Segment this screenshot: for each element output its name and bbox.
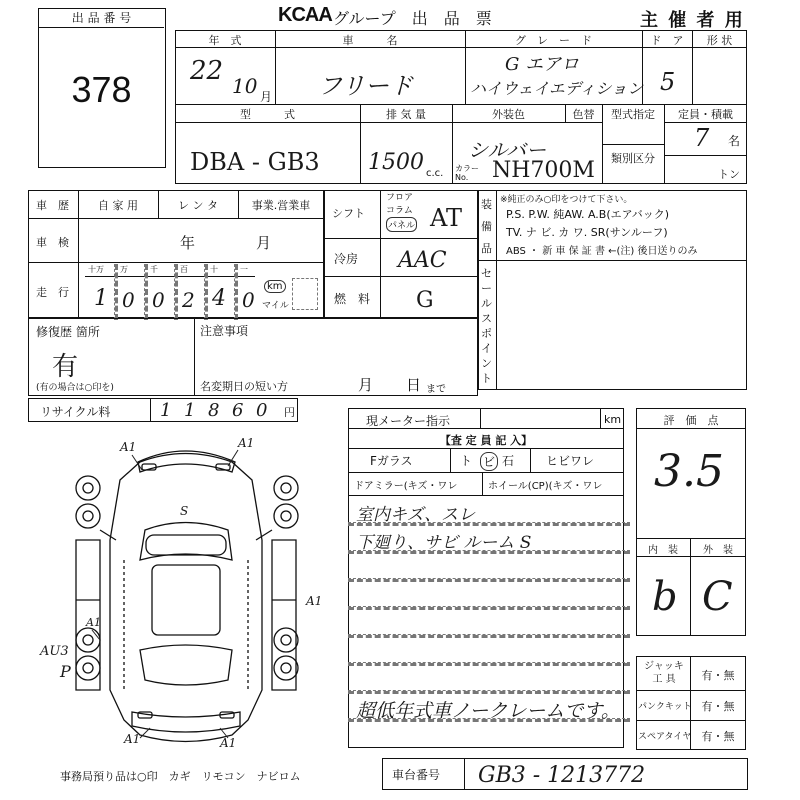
mileage-digit-4: 2 — [182, 288, 195, 312]
interior-value: b — [652, 574, 678, 620]
shift-option-panel: パネル — [386, 217, 417, 232]
glass-option-to: ト — [460, 454, 473, 468]
exterior-color-label: 外装色 — [492, 108, 525, 121]
digit-unit-1: 一 — [240, 265, 248, 274]
chassis-value: GB3 - 1213772 — [478, 763, 646, 788]
cc-unit: c.c. — [426, 168, 444, 179]
ton-unit: トン — [718, 168, 740, 181]
jack-label: ジャッキ 工 具 — [644, 661, 684, 685]
damage-mark-front-left: A1 — [120, 440, 137, 454]
caution-label: 注意事項 — [200, 324, 249, 338]
repair-note: (有の場合は○印を) — [36, 383, 114, 393]
digit-unit-10: 十 — [210, 265, 218, 274]
form-title: グループ 出 品 票 — [333, 9, 492, 28]
chassis-label: 車台番号 — [392, 768, 441, 782]
model-label: 型 式 — [240, 108, 295, 121]
glass-option-bi: ビ — [480, 452, 498, 471]
recycle-digit-4: 6 — [232, 400, 244, 421]
damage-mark-roof: S — [180, 504, 189, 518]
puncture-kit-label: パンクキット — [638, 702, 692, 712]
mileage-digit-5: 4 — [212, 286, 226, 311]
expiry-until: まで — [426, 384, 446, 395]
month-unit: 月 — [260, 90, 273, 104]
shift-option-column: コラム — [386, 206, 413, 216]
capacity-unit: 名 — [728, 134, 741, 148]
brand-logo: KCAA — [278, 4, 332, 26]
exterior-value: C — [702, 574, 733, 620]
inspector-note-1: 室内キズ、スレ — [356, 505, 476, 525]
shape-label: 形 状 — [706, 34, 733, 47]
year-value: 22 — [190, 56, 224, 86]
equipment-row-1: P.S. P.W. 純AW. A.B(エアバック) — [506, 208, 670, 221]
color-value: シルバー — [468, 138, 547, 162]
glass-option-crack: ヒビワレ — [546, 454, 595, 468]
type-designation-label: 型式指定 — [611, 108, 655, 121]
office-note: 事務局預り品は○印 カギ リモコン ナビロム — [60, 770, 301, 783]
score-value: 3.5 — [654, 446, 724, 497]
sales-point-label: セールスポイント — [481, 267, 492, 385]
damage-mark-rear-right: A1 — [220, 736, 237, 750]
fuel-value: G — [416, 288, 434, 313]
color-no-value: NH700M — [492, 158, 595, 183]
km-option: km — [264, 280, 286, 293]
equipment-label: 装備品 — [481, 198, 492, 255]
expiry-month-unit: 月 — [358, 376, 374, 394]
recycle-digit-2: 1 — [184, 400, 196, 421]
grade-value-line1: G エアロ — [505, 54, 580, 75]
mileage-label: 走 行 — [36, 286, 69, 299]
equipment-row-2: TV. ナ ビ. カ ワ. SR(サンルーフ) — [506, 226, 668, 239]
car-name-value: フリード — [318, 72, 414, 100]
door-mirror-label: ドアミラー(キズ・ワレ — [354, 481, 458, 492]
expiry-label: 名変期日の短い方 — [200, 380, 288, 393]
damage-mark-rear-left: A1 — [124, 732, 141, 746]
damage-mark-p: P — [60, 662, 71, 681]
model-value: DBA - GB3 — [190, 148, 320, 176]
mileage-digit-3: 0 — [152, 288, 165, 312]
mile-option: マイル — [262, 301, 289, 311]
jack-yes-no: 有・無 — [701, 669, 735, 682]
month-value: 10 — [232, 74, 258, 98]
category-label: 類別区分 — [611, 152, 655, 165]
mileage-digit-2: 0 — [122, 288, 135, 312]
door-value: 5 — [660, 68, 676, 96]
equipment-note: ※純正のみ○印をつけて下さい。 — [500, 195, 633, 205]
spare-yes-no: 有・無 — [701, 730, 735, 743]
recycle-yen: 円 — [284, 406, 295, 419]
repair-value: 有 — [52, 352, 79, 382]
displacement-value: 1500 — [368, 150, 424, 175]
recycle-digit-5: 0 — [256, 400, 268, 421]
glass-label: Fガラス — [370, 454, 413, 468]
ac-label: 冷房 — [334, 252, 359, 266]
inspection-year-unit: 年 — [180, 234, 196, 252]
damage-mark-au3: AU3 — [40, 644, 69, 659]
inspection-label: 車 検 — [36, 236, 69, 249]
history-option-private: 自 家 用 — [98, 199, 138, 212]
inspector-note-2: 下廻り、サビ ルーム S — [356, 533, 532, 553]
damage-mark-front-right: A1 — [238, 436, 255, 450]
equipment-row-3: ABS ・ 新 車 保 証 書 ←(注) 後日送りのみ — [506, 246, 698, 257]
shift-option-floor: フロア — [386, 193, 414, 203]
year-label: 年 式 — [208, 34, 242, 47]
history-label: 車 歴 — [36, 199, 69, 212]
organizer-label: 主 催 者 用 — [640, 10, 745, 31]
shift-value: AT — [430, 204, 463, 232]
interior-label: 内 装 — [648, 545, 678, 556]
recycle-digit-1: 1 — [160, 400, 172, 421]
fuel-label: 燃 料 — [334, 292, 371, 306]
expiry-day-unit: 日 — [406, 376, 422, 394]
grade-value-line2: ハイウェイエディション — [470, 79, 644, 98]
capacity-value: 7 — [694, 124, 710, 152]
score-label: 評 価 点 — [663, 414, 719, 427]
mileage-digit-6: 0 — [242, 288, 255, 312]
color-change-label: 色替 — [572, 108, 595, 121]
exterior-label: 外 装 — [703, 545, 733, 556]
puncture-yes-no: 有・無 — [701, 700, 735, 713]
digit-unit-10k: 万 — [120, 265, 128, 274]
capacity-label: 定員・積載 — [678, 108, 733, 121]
digit-unit-100k: 十万 — [88, 265, 104, 274]
lot-number-value: 378 — [71, 69, 132, 110]
digit-unit-100: 百 — [180, 265, 188, 274]
meter-km-unit: km — [604, 413, 622, 426]
history-option-rental: レ ン タ — [178, 199, 218, 212]
wheel-label: ホイール(CP)(キズ・ワレ — [488, 481, 603, 492]
car-name-label: 車 名 — [342, 34, 398, 47]
displacement-label: 排 気 量 — [386, 108, 426, 121]
recycle-digit-3: 8 — [208, 400, 220, 421]
damage-mark-right-side: A1 — [306, 594, 323, 608]
inspection-month-unit: 月 — [256, 234, 272, 252]
inspector-title: 【査 定 員 記 入】 — [439, 434, 533, 447]
damage-mark-left-panel: A1 — [86, 616, 101, 629]
spare-tire-label: スペアタイヤ — [638, 732, 692, 742]
inspector-closing-note: 超低年式車ノークレームです。 — [356, 700, 620, 722]
color-no-label: カラー No. — [455, 164, 479, 182]
digit-unit-1k: 千 — [150, 265, 158, 274]
mileage-digit-1: 1 — [94, 286, 108, 311]
repair-label: 修復歴 箇所 — [36, 325, 100, 339]
history-option-business: 事業.営業車 — [251, 199, 311, 212]
lot-number-label: 出 品 番 号 — [39, 9, 164, 28]
meter-label: 現メーター指示 — [366, 414, 451, 428]
door-label: ド ア — [650, 34, 684, 47]
glass-option-ishi: 石 — [502, 454, 515, 468]
shift-label: シフト — [332, 207, 365, 220]
grade-label: グ レ ー ド — [515, 34, 592, 47]
ac-value: AAC — [398, 248, 447, 273]
recycle-label: リサイクル料 — [40, 405, 111, 419]
